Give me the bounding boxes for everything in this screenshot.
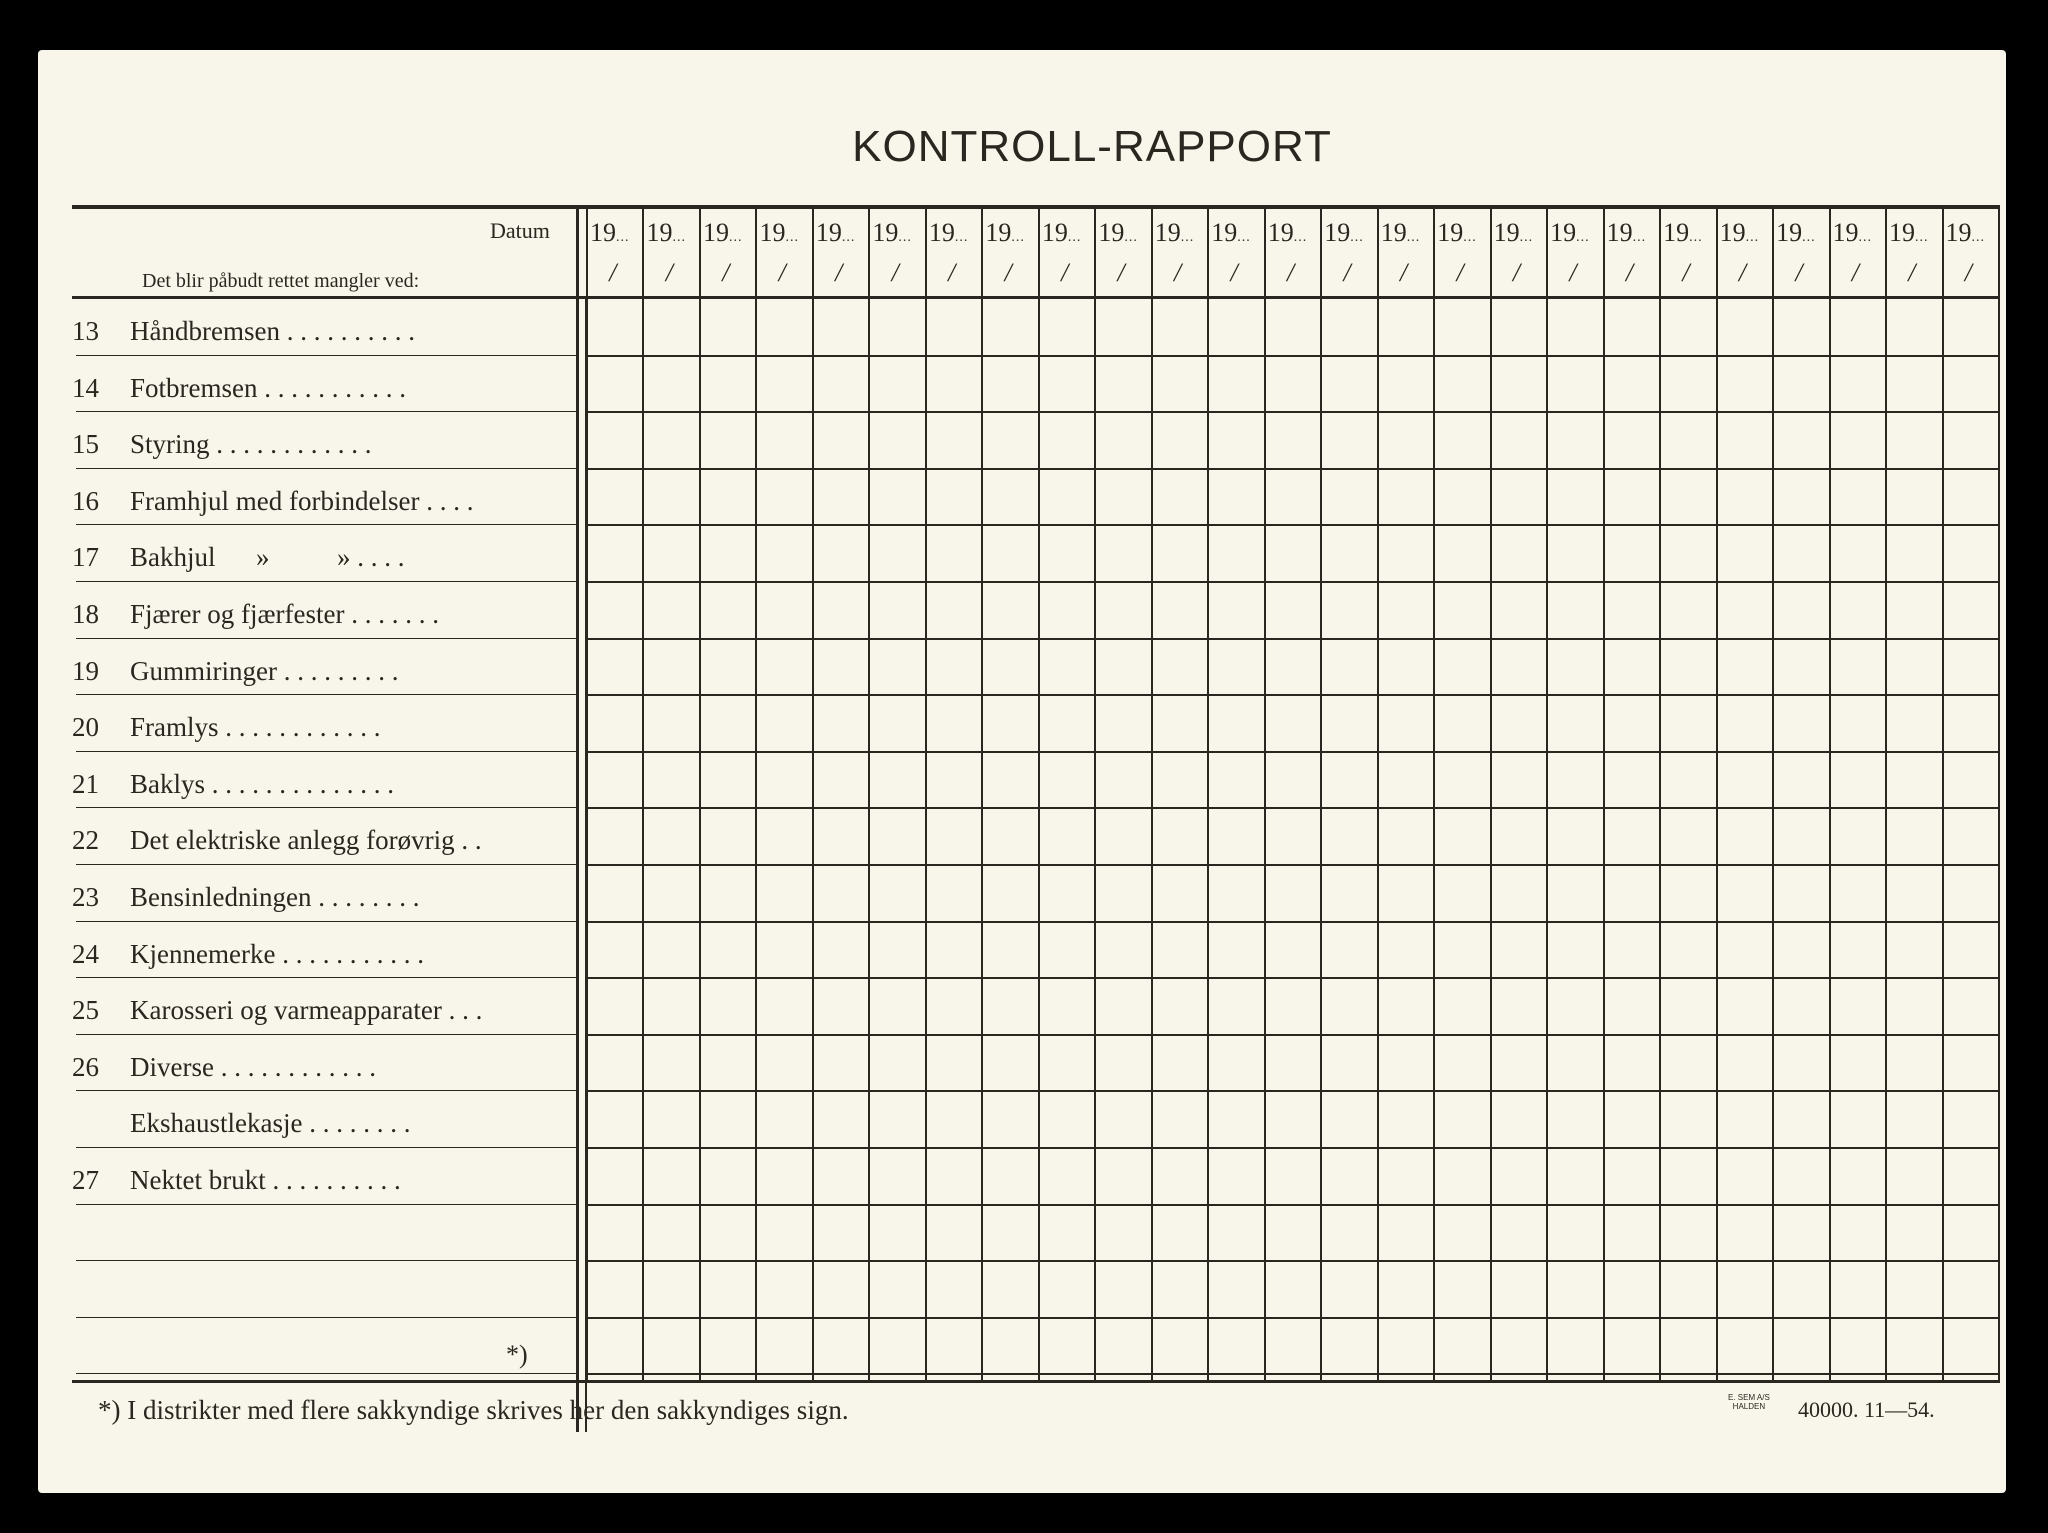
form-card xyxy=(38,50,2006,1493)
column-date-slash: / xyxy=(1174,258,1182,287)
checklist-row-label xyxy=(72,882,419,913)
row-leader-dots: . . . . . . . . . . . . xyxy=(220,1051,376,1082)
row-number: 21 xyxy=(72,768,99,799)
label-row-line xyxy=(76,411,576,412)
grid-row-line xyxy=(586,524,1998,526)
column-year-header xyxy=(1042,218,1082,248)
row-text: Diverse xyxy=(130,1051,221,1082)
column-year: 19 xyxy=(1945,218,1972,247)
column-year-header xyxy=(816,218,856,248)
grid-column-line xyxy=(1998,207,2000,1380)
column-date-slash: / xyxy=(1908,258,1916,287)
label-row-line xyxy=(76,355,576,356)
row-leader-dots: . . . . xyxy=(426,485,474,516)
column-date-slash: / xyxy=(1682,258,1690,287)
column-year-dots: ... xyxy=(1011,230,1025,245)
row-text: Håndbremsen xyxy=(130,316,287,346)
grid-row-line xyxy=(586,468,1998,470)
checklist-row-label xyxy=(72,825,482,856)
row-leader-dots: . . . . . . . . . . . xyxy=(264,372,406,403)
column-year: 19 xyxy=(928,218,955,247)
column-year-dots: ... xyxy=(1915,230,1929,245)
column-year-header xyxy=(929,218,969,248)
row-text: Karosseri og varmeapparater xyxy=(130,995,449,1026)
column-year-header xyxy=(985,218,1025,248)
checklist-row-label xyxy=(72,316,415,347)
column-year-header xyxy=(1381,218,1421,248)
column-year: 19 xyxy=(759,218,786,247)
row-number: 19 xyxy=(72,655,99,686)
label-row-line xyxy=(76,694,576,695)
column-year-header xyxy=(1324,218,1364,248)
column-date-slash: / xyxy=(722,258,730,287)
column-year-dots: ... xyxy=(1519,230,1534,245)
column-year-dots: ... xyxy=(1180,230,1195,245)
row-leader-dots: . . . . . . . . . . . . xyxy=(225,712,381,743)
label-row-line xyxy=(76,1147,576,1148)
column-date-slash: / xyxy=(1512,258,1521,287)
row-number: 24 xyxy=(72,938,99,969)
column-year-header xyxy=(1889,218,1929,248)
column-year: 19 xyxy=(1211,218,1238,247)
row-text: Styring xyxy=(130,429,217,460)
column-date-slash: / xyxy=(1399,258,1408,287)
row-number: 23 xyxy=(72,882,99,912)
column-year-dots: ... xyxy=(616,230,630,245)
row-number: 22 xyxy=(72,825,99,856)
printer-mark xyxy=(1728,1393,1770,1411)
column-date-slash: / xyxy=(1738,258,1747,287)
column-date-slash: / xyxy=(1456,258,1464,287)
column-date-slash: / xyxy=(1625,258,1634,287)
label-row-line xyxy=(76,1317,576,1318)
top-rule xyxy=(72,205,2000,209)
column-year-header xyxy=(703,218,743,248)
row-leader-dots: . . . . . . . . xyxy=(309,1108,411,1139)
row-number: 27 xyxy=(72,1165,99,1195)
checklist-row-label xyxy=(72,939,424,970)
column-year-dots: ... xyxy=(1237,230,1251,245)
row-text: Det elektriske anlegg forøvrig xyxy=(130,825,462,856)
column-year-header xyxy=(1946,218,1986,248)
row-leader-dots: . . . . . . . . . xyxy=(283,655,399,686)
label-row-line xyxy=(76,1260,576,1261)
label-row-line xyxy=(76,921,576,922)
column-year-dots: ... xyxy=(841,230,856,245)
row-text: Nektet brukt xyxy=(130,1165,273,1195)
grid-row-line xyxy=(586,807,1998,809)
datum-label: Datum xyxy=(490,218,550,243)
column-year-dots: ... xyxy=(672,230,686,245)
grid-row-line xyxy=(586,1373,1998,1375)
row-leader-dots: . . . . . . . . . . xyxy=(272,1165,401,1195)
column-date-slash: / xyxy=(835,258,843,287)
row-number: 13 xyxy=(72,316,99,346)
bottom-rule xyxy=(72,1380,2000,1383)
column-year-header xyxy=(759,218,799,248)
column-year-header xyxy=(1211,218,1251,248)
checklist-row-label xyxy=(72,1052,376,1083)
row-text: Kjennemerke xyxy=(130,938,283,969)
row-number: 17 xyxy=(72,542,99,573)
column-date-slash: / xyxy=(1117,258,1125,287)
grid-row-line xyxy=(586,1204,1998,1206)
row-text: Fotbremsen xyxy=(130,372,265,403)
column-year-header xyxy=(1776,218,1816,248)
column-year-header xyxy=(1663,218,1703,248)
row-leader-dots: . . xyxy=(461,825,482,856)
column-year: 19 xyxy=(1267,218,1294,247)
column-year-dots: ... xyxy=(1971,230,1986,245)
column-year: 19 xyxy=(1663,218,1690,247)
row-text: Bensinledningen xyxy=(130,882,319,912)
column-date-slash: / xyxy=(1343,258,1351,287)
column-year: 19 xyxy=(1098,218,1125,247)
label-row-line xyxy=(76,638,576,639)
column-year: 19 xyxy=(1493,218,1520,247)
column-year-header xyxy=(872,218,912,248)
row-leader-dots: . . . . . . . . xyxy=(318,882,420,912)
row-number: 14 xyxy=(72,372,99,403)
grid-row-line xyxy=(586,1260,1998,1262)
grid-row-line xyxy=(586,1147,1998,1149)
column-date-slash: / xyxy=(1061,258,1069,287)
label-row-line xyxy=(76,524,576,525)
column-year-dots: ... xyxy=(1689,230,1703,245)
print-info: 40000. 11—54. xyxy=(1798,1397,1935,1422)
grid-row-line xyxy=(586,864,1998,866)
column-year-dots: ... xyxy=(1745,230,1760,245)
grid-row-line xyxy=(586,751,1998,753)
column-year: 19 xyxy=(1041,218,1068,247)
column-year-header xyxy=(1720,218,1760,248)
label-row-line xyxy=(76,1090,576,1091)
row-text: Baklys xyxy=(130,768,212,799)
printer-name: E. SEM A/S xyxy=(1728,1393,1770,1402)
column-year: 19 xyxy=(1606,218,1633,247)
row-leader-dots: . . . . . . . xyxy=(351,599,439,629)
column-year-header xyxy=(1607,218,1647,248)
column-year: 19 xyxy=(1889,218,1916,247)
grid-row-line xyxy=(586,977,1998,979)
label-row-line xyxy=(76,1373,576,1374)
column-year-header xyxy=(1833,218,1873,248)
column-year-header xyxy=(1437,218,1477,248)
label-column-divider xyxy=(576,207,579,1432)
column-year: 19 xyxy=(815,218,842,247)
column-date-slash: / xyxy=(948,258,956,287)
column-year: 19 xyxy=(646,218,673,247)
checklist-row-label xyxy=(72,429,372,460)
header-rule xyxy=(72,296,2000,299)
column-year: 19 xyxy=(1324,218,1351,247)
footnote: *) I distrikter med flere sakkyndige skrives her den sakkyndiges sign. xyxy=(98,1395,849,1425)
grid-row-line xyxy=(586,1034,1998,1036)
row-text: Fjærer og fjærfester xyxy=(130,599,352,629)
checklist-row-label xyxy=(72,542,405,573)
label-row-line xyxy=(76,977,576,978)
column-year-dots: ... xyxy=(728,230,743,245)
column-date-slash: / xyxy=(891,258,899,287)
row-number: 16 xyxy=(72,485,99,516)
row-leader-dots: . . . . xyxy=(357,542,405,573)
column-year-dots: ... xyxy=(1632,230,1647,245)
column-year: 19 xyxy=(985,218,1012,247)
column-date-slash: / xyxy=(665,258,673,287)
form-title: KONTROLL-RAPPORT xyxy=(852,122,1332,171)
row-text: Framlys xyxy=(130,712,226,743)
column-year: 19 xyxy=(1437,218,1464,247)
label-row-line xyxy=(76,1034,576,1035)
row-text: Bakhjul » » xyxy=(130,542,358,573)
column-year: 19 xyxy=(590,218,616,247)
column-year: 19 xyxy=(1550,218,1577,247)
column-year: 19 xyxy=(1832,218,1859,247)
signature-marker: *) xyxy=(506,1340,528,1369)
printer-city: HALDEN xyxy=(1732,1402,1766,1411)
grid-row-line xyxy=(586,355,1998,357)
column-year-dots: ... xyxy=(1802,230,1816,245)
column-date-slash: / xyxy=(1230,258,1238,287)
column-year: 19 xyxy=(1380,218,1407,247)
row-leader-dots: . . . . . . . . . . . . . . xyxy=(211,768,395,799)
column-year-header xyxy=(1550,218,1590,248)
column-date-slash: / xyxy=(1004,258,1012,287)
column-year-header xyxy=(590,218,630,248)
checklist-row-label xyxy=(72,769,394,800)
column-year-dots: ... xyxy=(1576,230,1590,245)
grid-row-line xyxy=(586,411,1998,413)
column-year-dots: ... xyxy=(1858,230,1873,245)
column-year-header xyxy=(1155,218,1195,248)
row-leader-dots: . . . . . . . . . . xyxy=(286,316,415,346)
row-leader-dots: . . . xyxy=(448,995,483,1026)
column-year-dots: ... xyxy=(785,230,799,245)
column-date-slash: / xyxy=(1795,258,1803,287)
column-year-dots: ... xyxy=(954,230,969,245)
checklist-row-label xyxy=(72,486,473,517)
column-date-slash: / xyxy=(778,258,786,287)
checklist-row-label xyxy=(72,373,406,404)
row-number: 26 xyxy=(72,1051,99,1082)
label-row-line xyxy=(76,864,576,865)
row-number: 25 xyxy=(72,995,99,1026)
column-year: 19 xyxy=(1776,218,1803,247)
row-text: Ekshaustlekasje xyxy=(130,1108,310,1139)
checklist-row-label xyxy=(72,712,381,743)
row-leader-dots: . . . . . . . . . . . xyxy=(282,938,424,969)
column-year: 19 xyxy=(872,218,899,247)
column-year-header xyxy=(1494,218,1534,248)
grid-row-line xyxy=(586,1317,1998,1319)
column-year-dots: ... xyxy=(1406,230,1421,245)
column-date-slash: / xyxy=(1851,258,1860,287)
grid-row-line xyxy=(586,638,1998,640)
checklist-row-label xyxy=(72,1165,401,1196)
column-date-slash: / xyxy=(1569,258,1577,287)
row-leader-dots: . . . . . . . . . . . . xyxy=(216,429,372,460)
column-year-header xyxy=(1098,218,1138,248)
label-row-line xyxy=(76,751,576,752)
grid-row-line xyxy=(586,921,1998,923)
checklist-row-label xyxy=(72,599,439,630)
column-date-slash: / xyxy=(609,258,617,287)
column-year-dots: ... xyxy=(1293,230,1308,245)
column-date-slash: / xyxy=(1964,258,1972,287)
column-year-dots: ... xyxy=(1067,230,1082,245)
column-year-header xyxy=(1268,218,1308,248)
row-number: 15 xyxy=(72,429,99,460)
column-year-header xyxy=(646,218,686,248)
label-row-line xyxy=(76,807,576,808)
checklist-row-label xyxy=(72,656,398,687)
row-text: Gummiringer xyxy=(130,655,284,686)
column-year-dots: ... xyxy=(1124,230,1138,245)
column-year-dots: ... xyxy=(898,230,912,245)
row-text: Framhjul med forbindelser xyxy=(130,485,427,516)
label-row-line xyxy=(76,581,576,582)
header-instruction: Det blir påbudt rettet mangler ved: xyxy=(142,270,420,292)
row-number: 20 xyxy=(72,712,99,743)
grid-row-line xyxy=(586,1090,1998,1092)
label-row-line xyxy=(76,468,576,469)
column-date-slash: / xyxy=(1287,258,1295,287)
label-row-line xyxy=(76,1204,576,1205)
checklist-row-label xyxy=(72,995,482,1026)
column-year-dots: ... xyxy=(1463,230,1477,245)
grid-row-line xyxy=(586,581,1998,583)
column-year: 19 xyxy=(702,218,729,247)
row-number: 18 xyxy=(72,599,99,629)
checklist-row-label xyxy=(72,1108,410,1139)
column-year: 19 xyxy=(1154,218,1181,247)
grid-row-line xyxy=(586,694,1998,696)
column-year-dots: ... xyxy=(1350,230,1364,245)
column-year: 19 xyxy=(1719,218,1746,247)
